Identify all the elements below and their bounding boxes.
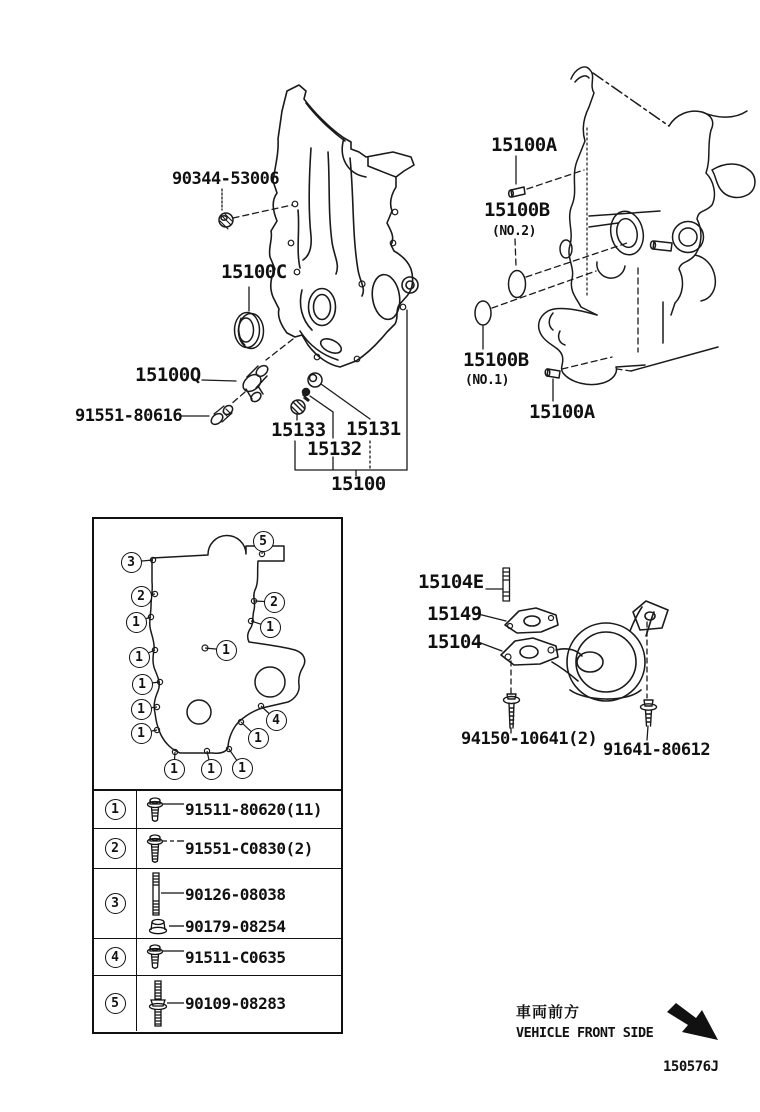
legend-row-2 — [94, 829, 341, 869]
oring-15100B-no2 — [509, 271, 526, 298]
flange-bolt-icon — [145, 796, 185, 824]
legend-callout-4: 4 — [105, 947, 126, 968]
legend-parts-cell — [137, 976, 341, 1031]
cover-callout-2: 2 — [264, 592, 285, 613]
front-side-label-jp: 車両前方 — [516, 1003, 581, 1021]
bolt-94150-10641 — [504, 694, 520, 728]
legend-rows — [94, 791, 341, 1031]
label-91551-80616[interactable]: 91551-80616 — [75, 406, 183, 426]
label-94150-10641[interactable]: 94150-10641(2) — [461, 729, 598, 749]
seal-15100C — [235, 313, 264, 349]
legend-table — [92, 517, 343, 1034]
legend-parts-cell — [137, 869, 341, 938]
front-side-block — [516, 1001, 653, 1041]
oil-strainer-drawing — [501, 568, 668, 728]
engine-block-drawing — [539, 67, 755, 385]
legend-row-4 — [94, 939, 341, 976]
legend-diagram-space — [94, 519, 341, 791]
cover-callout-1: 1 — [201, 759, 222, 780]
label-15100A-upper[interactable]: 15100A — [491, 134, 557, 156]
bolt-91641-80612 — [641, 700, 657, 726]
flange-nut-icon — [145, 918, 185, 936]
cover-callout-1: 1 — [216, 640, 237, 661]
nut-90344 — [219, 213, 233, 229]
legend-number-cell — [94, 791, 137, 828]
cover-callout-5: 5 — [253, 531, 274, 552]
legend-parts-cell — [137, 939, 341, 975]
label-15100B-no2-note[interactable]: (NO.2) — [492, 224, 536, 239]
legend-number-cell — [94, 829, 137, 868]
oring-15100B-no1 — [475, 301, 491, 325]
legend-callout-1: 1 — [105, 799, 126, 820]
legend-callout-5: 5 — [105, 993, 126, 1014]
drawing-code: 150576J — [663, 1059, 719, 1075]
legend-item — [145, 833, 341, 865]
label-15132[interactable]: 15132 — [307, 438, 362, 460]
legend-parts-cell — [137, 791, 341, 828]
label-15104E[interactable]: 15104E — [418, 571, 484, 593]
cover-callout-1: 1 — [164, 759, 185, 780]
legend-part-number[interactable]: 91511-80620(11) — [185, 800, 322, 819]
vehicle-front-arrow — [667, 1003, 718, 1040]
cover-callout-1: 1 — [131, 723, 152, 744]
label-15100A-lower[interactable]: 15100A — [529, 401, 595, 423]
label-15100B-no1-note[interactable]: (NO.1) — [465, 373, 509, 388]
label-15100[interactable]: 15100 — [331, 473, 386, 495]
gasket-15149 — [505, 608, 558, 633]
stud-bolt-icon — [145, 979, 185, 1029]
label-91641-80612[interactable]: 91641-80612 — [603, 740, 711, 760]
cover-callout-1: 1 — [260, 617, 281, 638]
strainer-15104 — [501, 601, 668, 701]
legend-parts-cell — [137, 829, 341, 868]
label-15100B-no1[interactable]: 15100B — [463, 349, 529, 371]
legend-number-cell — [94, 939, 137, 975]
nozzle-15100Q — [240, 363, 270, 403]
front-side-label-en: VEHICLE FRONT SIDE — [516, 1025, 654, 1041]
legend-part-number[interactable]: 90126-08038 — [185, 884, 286, 904]
gasket-15133 — [291, 400, 305, 414]
legend-part-number[interactable]: 91511-C0635 — [185, 947, 286, 967]
legend-number-cell — [94, 869, 137, 938]
label-15131[interactable]: 15131 — [346, 418, 401, 440]
legend-callout-2: 2 — [105, 838, 126, 859]
stud-icon — [145, 871, 185, 917]
legend-number-cell — [94, 976, 137, 1031]
cover-callout-1: 1 — [132, 674, 153, 695]
cover-callout-2: 2 — [131, 586, 152, 607]
legend-part-number[interactable]: 90109-08283 — [185, 994, 286, 1013]
legend-item — [145, 943, 341, 971]
flange-bolt-icon — [145, 943, 185, 971]
label-90344-53006[interactable]: 90344-53006 — [172, 169, 280, 189]
label-15104[interactable]: 15104 — [427, 631, 482, 653]
cover-callout-1: 1 — [232, 758, 253, 779]
cover-callout-1: 1 — [129, 647, 150, 668]
cover-callout-4: 4 — [266, 710, 287, 731]
bolt-91551-80616 — [209, 404, 234, 427]
legend-item — [145, 917, 341, 936]
small-parts — [209, 187, 560, 427]
legend-row-5 — [94, 976, 341, 1031]
legend-item — [145, 796, 341, 824]
stud-15100A-upper — [509, 187, 525, 197]
cover-callout-1: 1 — [131, 699, 152, 720]
timing-cover-drawing — [270, 85, 418, 367]
label-15149[interactable]: 15149 — [427, 603, 482, 625]
plug-15131 — [308, 373, 322, 387]
legend-callout-3: 3 — [105, 893, 126, 914]
legend-item — [145, 871, 341, 917]
stud-15100A-lower — [545, 369, 560, 378]
legend-part-number[interactable]: 90179-08254 — [185, 917, 286, 936]
legend-row-3 — [94, 869, 341, 939]
label-15100Q[interactable]: 15100Q — [135, 364, 201, 386]
legend-part-number[interactable]: 91551-C0830(2) — [185, 839, 313, 858]
label-15100C[interactable]: 15100C — [221, 261, 287, 283]
flange-bolt-long-icon — [145, 833, 185, 865]
stud-15104E — [503, 568, 510, 601]
label-15133[interactable]: 15133 — [271, 419, 326, 441]
cover-callout-3: 3 — [121, 552, 142, 573]
cover-callout-1: 1 — [126, 612, 147, 633]
cover-callout-1: 1 — [248, 728, 269, 749]
bolt-15132 — [303, 389, 310, 402]
legend-row-1 — [94, 791, 341, 829]
legend-item — [145, 979, 341, 1029]
label-15100B-no2[interactable]: 15100B — [484, 199, 550, 221]
